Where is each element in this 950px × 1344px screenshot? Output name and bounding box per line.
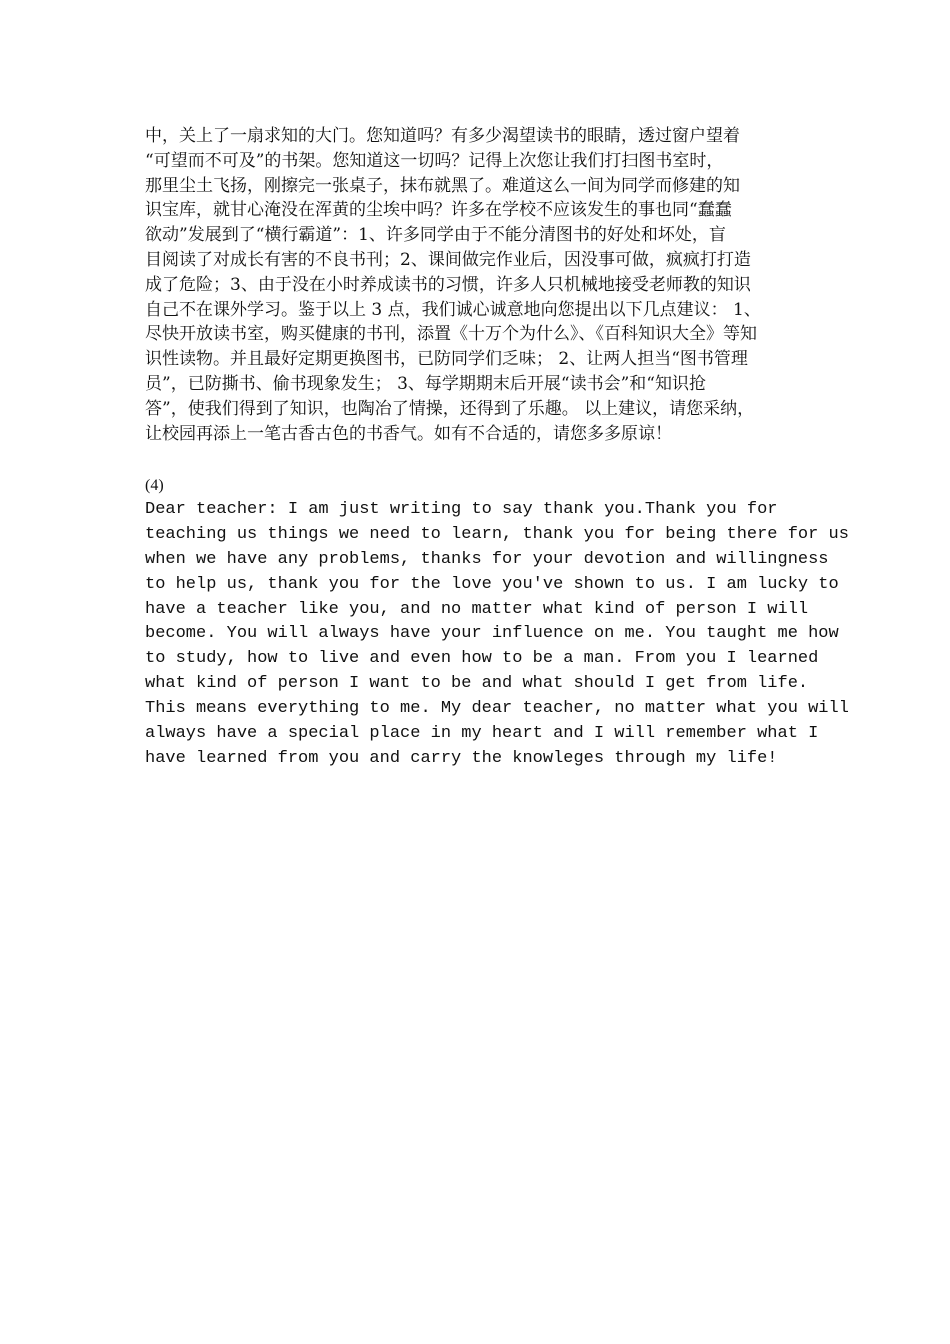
paragraph-line: 中，关上了一扇求知的大门。您知道吗？有多少渴望读书的眼睛，透过窗户望着: [145, 126, 740, 146]
paragraph-line: 答”，使我们得到了知识，也陶冶了情操，还得到了乐趣。 以上建议，请您采纳，: [145, 398, 755, 419]
letter-line: when we have any problems, thanks for your devotion and willingness: [145, 549, 829, 569]
letter-line: have learned from you and carry the knowleges through my life!: [145, 748, 778, 768]
letter-line: teaching us things we need to learn, thank you for being there for us: [145, 524, 849, 544]
paragraph-line: 欲动”发展到了“横行霸道”：1、许多同学由于不能分清图书的好处和坏处，盲: [145, 225, 726, 246]
paragraph-line: 尽快开放读书室，购买健康的书刊，添置《十万个为什么》、《百科知识大全》等知: [145, 324, 757, 345]
letter-line: have a teacher like you, and no matter what kind of person I will: [145, 599, 809, 619]
letter-line: what kind of person I want to be and what should I get from life.: [145, 674, 809, 694]
letter-line: become. You will always have your influence on me. You taught me how: [145, 624, 839, 644]
letter-line: Dear teacher: I am just writing to say thank you.Thank you for: [145, 500, 778, 519]
english-letter: [145, 498, 849, 772]
section-number: (4): [145, 477, 164, 494]
paragraph-line: 识性读物。并且最好定期更换图书，已防同学们乏味； 2、让两人担当“图书管理: [145, 349, 748, 370]
letter-line: to study, how to live and even how to be a man. From you I learned: [145, 649, 819, 669]
paragraph-line: 成了危险；3、由于没在小时养成读书的习惯，许多人只机械地接受老师教的知识: [145, 274, 751, 295]
paragraph-line: 那里尘土飞扬，刚擦完一张桌子，抹布就黑了。难道这么一间为同学而修建的知: [145, 175, 740, 196]
paragraph-line: “可望而不可及”的书架。您知道这一切吗？记得上次您让我们打扫图书室时，: [145, 150, 724, 171]
letter-line: always have a special place in my heart and I will remember what I: [145, 724, 819, 744]
letter-line: This means everything to me. My dear teacher, no matter what you will: [145, 699, 849, 719]
letter-line: to help us, thank you for the love you've shown to us. I am lucky to: [145, 574, 839, 594]
paragraph-line: 识宝库，就甘心淹没在浑黄的尘埃中吗？许多在学校不应该发生的事也同“蠢蠢: [145, 200, 732, 221]
paragraph-line: 让校园再添上一笔古香古色的书香气。如有不合适的，请您多多原谅！: [145, 423, 672, 444]
chinese-paragraph: [145, 124, 815, 446]
paragraph-line: 员”，已防撕书、偷书现象发生； 3、每学期期末后开展“读书会”和“知识抢: [145, 373, 706, 394]
paragraph-line: 自己不在课外学习。鉴于以上 3 点，我们诚心诚意地向您提出以下几点建议： 1、: [145, 299, 761, 320]
paragraph-line: 目阅读了对成长有害的不良书刊；2、课间做完作业后，因没事可做，疯疯打打造: [145, 249, 751, 270]
